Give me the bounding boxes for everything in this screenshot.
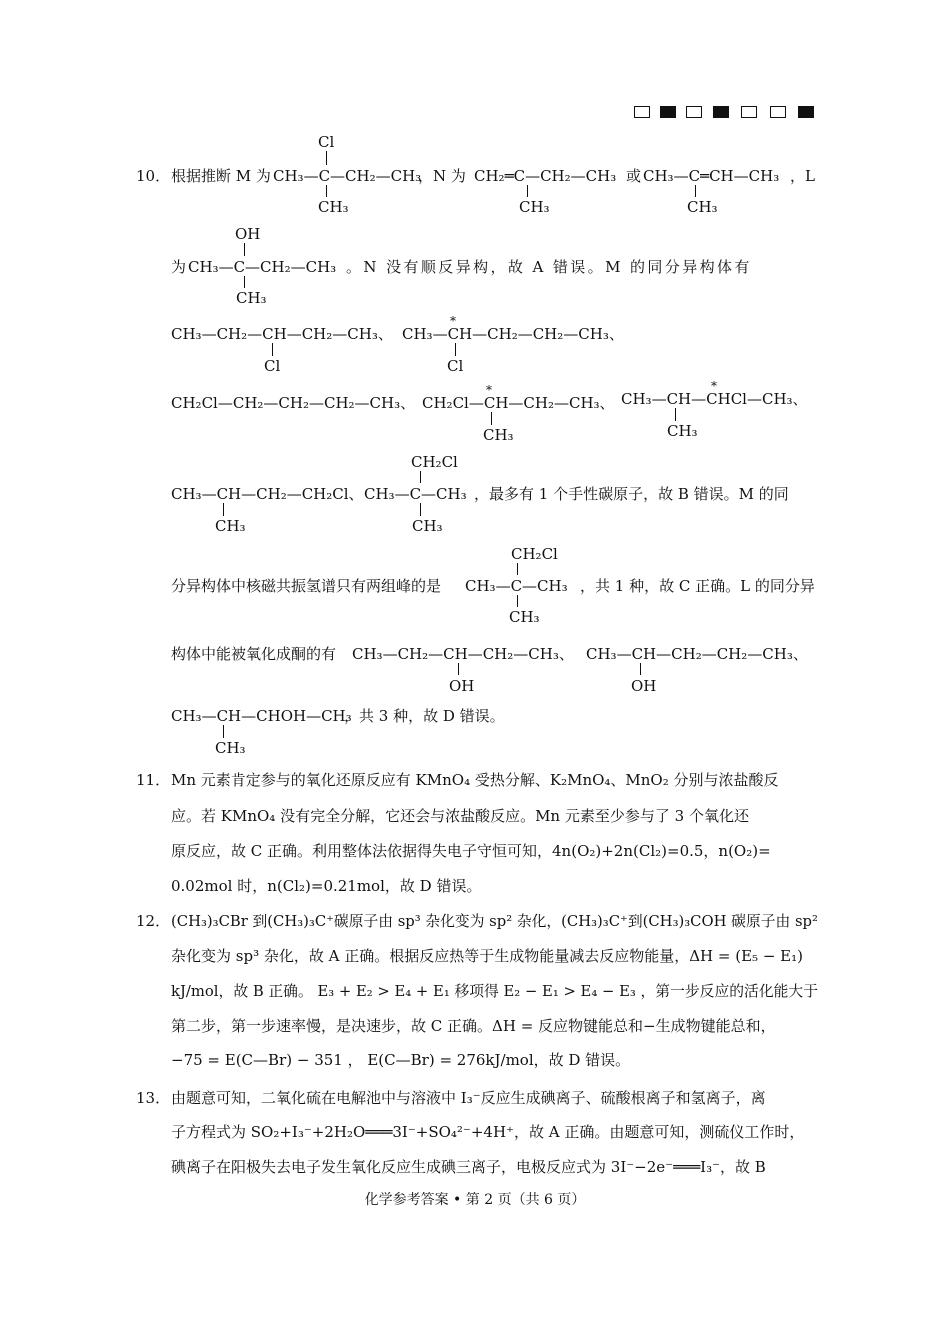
m-substituent-bottom: CH₃ [318, 198, 349, 216]
chiral-star: * [450, 314, 456, 328]
nmr-main: CH₃—C—CH₃ [465, 577, 568, 595]
header-mark-empty [634, 106, 650, 118]
q12-line: 杂化变为 sp³ 杂化，故 A 正确。根据反应热等于生成物能量减去反应物能量，ΔH = (E₅ − E₁) [171, 947, 803, 965]
q11-line: 0.02mol 时，n(Cl₂)=0.21mol，故 D 错误。 [171, 877, 482, 895]
isomer-7-ch3: CH₃ [412, 517, 443, 535]
q10-nmr-tail: ，共 1 种，故 C 正确。L 的同分异 [580, 577, 815, 595]
q10-mid-text: ，最多有 1 个手性碳原子，故 B 错误。M 的同 [474, 485, 789, 503]
q11-line: Mn 元素肯定参与的氧化还原反应有 KMnO₄ 受热分解、K₂MnO₄、MnO₂ 分别与浓盐酸反 [171, 771, 779, 789]
q13-line: 子方程式为 SO₂+I₃⁻+2H₂O═══3I⁻+SO₄²⁻+4H⁺，故 A 正确。由题意可知，测硫仪工作时， [171, 1123, 805, 1141]
l-substituent-top: OH [235, 225, 261, 243]
isomer-2-cl: Cl [447, 357, 464, 375]
header-mark-empty [770, 106, 786, 118]
isomer-2: CH₃—CH—CH₂—CH₂—CH₃、 [402, 325, 624, 343]
l-prefix: 为 [171, 258, 187, 276]
q10-intro: 根据推断 M 为 [171, 167, 271, 185]
header-mark-filled [660, 106, 676, 118]
m-substituent-top: Cl [318, 133, 335, 151]
ketone-isomer-3-ch3: CH₃ [215, 739, 246, 757]
ketone-isomer-1-oh: OH [449, 677, 475, 695]
q10-n-sep: ，N 为 [418, 167, 466, 185]
page-footer: 化学参考答案 • 第 2 页（共 6 页） [364, 1192, 586, 1208]
n2-main-chain: CH₃—C═CH—CH₃ [643, 167, 780, 185]
q10-number: 10． [136, 167, 171, 185]
q13-number: 13． [136, 1089, 171, 1107]
ketone-isomer-2: CH₃—CH—CH₂—CH₂—CH₃、 [586, 645, 808, 663]
header-mark-filled [713, 106, 729, 118]
isomer-6: CH₃—CH—CH₂—CH₂Cl、 [171, 485, 364, 503]
header-mark-empty [741, 106, 757, 118]
q13-line: 由题意可知，二氧化硫在电解池中与溶液中 I₃⁻反应生成碘离子、硫酸根离子和氢离子，离 [171, 1089, 766, 1107]
l-substituent-bottom: CH₃ [236, 289, 267, 307]
q11-line: 原反应，故 C 正确。利用整体法依据得失电子守恒可知，4n(O₂)+2n(Cl₂)=0.5，n(O₂)= [171, 842, 771, 860]
header-mark-filled [798, 106, 814, 118]
q10-end-text: ，共 3 种，故 D 错误。 [344, 707, 505, 725]
isomer-1-cl: Cl [264, 357, 281, 375]
n1-substituent-bottom: CH₃ [519, 198, 550, 216]
q12-line: (CH₃)₃CBr 到(CH₃)₃C⁺碳原子由 sp³ 杂化变为 sp² 杂化，(CH₃)₃C⁺到(CH₃)₃COH 碳原子由 sp² [171, 912, 818, 930]
header-mark-empty [686, 106, 702, 118]
isomer-6-ch3: CH₃ [215, 517, 246, 535]
q10-nmr-pre: 分异构体中核磁共振氢谱只有两组峰的是 [171, 577, 442, 595]
isomer-4-ch3: CH₃ [483, 426, 514, 444]
isomer-7: CH₃—C—CH₃ [364, 485, 467, 503]
q13-line: 碘离子在阳极失去电子发生氧化反应生成碘三离子，电极反应式为 3I⁻−2e⁻═══I₃⁻，故 B [171, 1158, 766, 1176]
n1-main-chain: CH₂═C—CH₂—CH₃ [474, 167, 617, 185]
isomer-7-top: CH₂Cl [411, 453, 458, 471]
isomer-5: CH₃—CH—CHCl—CH₃、 [621, 390, 808, 408]
q10-or: 或 [626, 167, 642, 185]
ketone-isomer-3: CH₃—CH—CHOH—CH₃ [171, 707, 352, 725]
l-main-chain: CH₃—C—CH₂—CH₃ [188, 258, 337, 276]
q10-l-tail: 。N 没有顺反异构，故 A 错误。M 的同分异构体有 [346, 258, 752, 276]
nmr-bottom: CH₃ [509, 608, 540, 626]
ketone-isomer-2-oh: OH [631, 677, 657, 695]
isomer-1: CH₃—CH₂—CH—CH₂—CH₃、 [171, 325, 393, 343]
chiral-star: * [486, 383, 492, 397]
chiral-star: * [711, 379, 717, 393]
isomer-5-ch3: CH₃ [667, 422, 698, 440]
isomer-3: CH₂Cl—CH₂—CH₂—CH₂—CH₃、 [171, 394, 416, 412]
q12-line: kJ/mol，故 B 正确。 E₃ + E₂ > E₄ + E₁ 移项得 E₂ − E₁ > E₄ − E₃ ，第一步反应的活化能大于 [171, 982, 818, 1000]
q11-line: 应。若 KMnO₄ 没有完全分解，它还会与浓盐酸反应。Mn 元素至少参与了 3 个氧化还 [171, 807, 749, 825]
isomer-4: CH₂Cl—CH—CH₂—CH₃、 [422, 394, 615, 412]
ketone-isomer-1: CH₃—CH₂—CH—CH₂—CH₃、 [352, 645, 574, 663]
q12-line: −75 = E(C—Br) − 351 ， E(C—Br) = 276kJ/mol，故 D 错误。 [171, 1051, 631, 1069]
n2-substituent-bottom: CH₃ [687, 198, 718, 216]
nmr-top: CH₂Cl [511, 545, 558, 563]
m-main-chain: CH₃—C—CH₂—CH₃ [273, 167, 422, 185]
q10-l-sep: ，L [790, 167, 815, 185]
q12-line: 第二步，第一步速率慢，是决速步，故 C 正确。ΔH = 反应物键能总和−生成物键能总和， [171, 1017, 776, 1035]
q11-number: 11． [136, 771, 171, 789]
q12-number: 12． [136, 912, 171, 930]
q10-ketone-pre: 构体中能被氧化成酮的有 [171, 645, 337, 663]
